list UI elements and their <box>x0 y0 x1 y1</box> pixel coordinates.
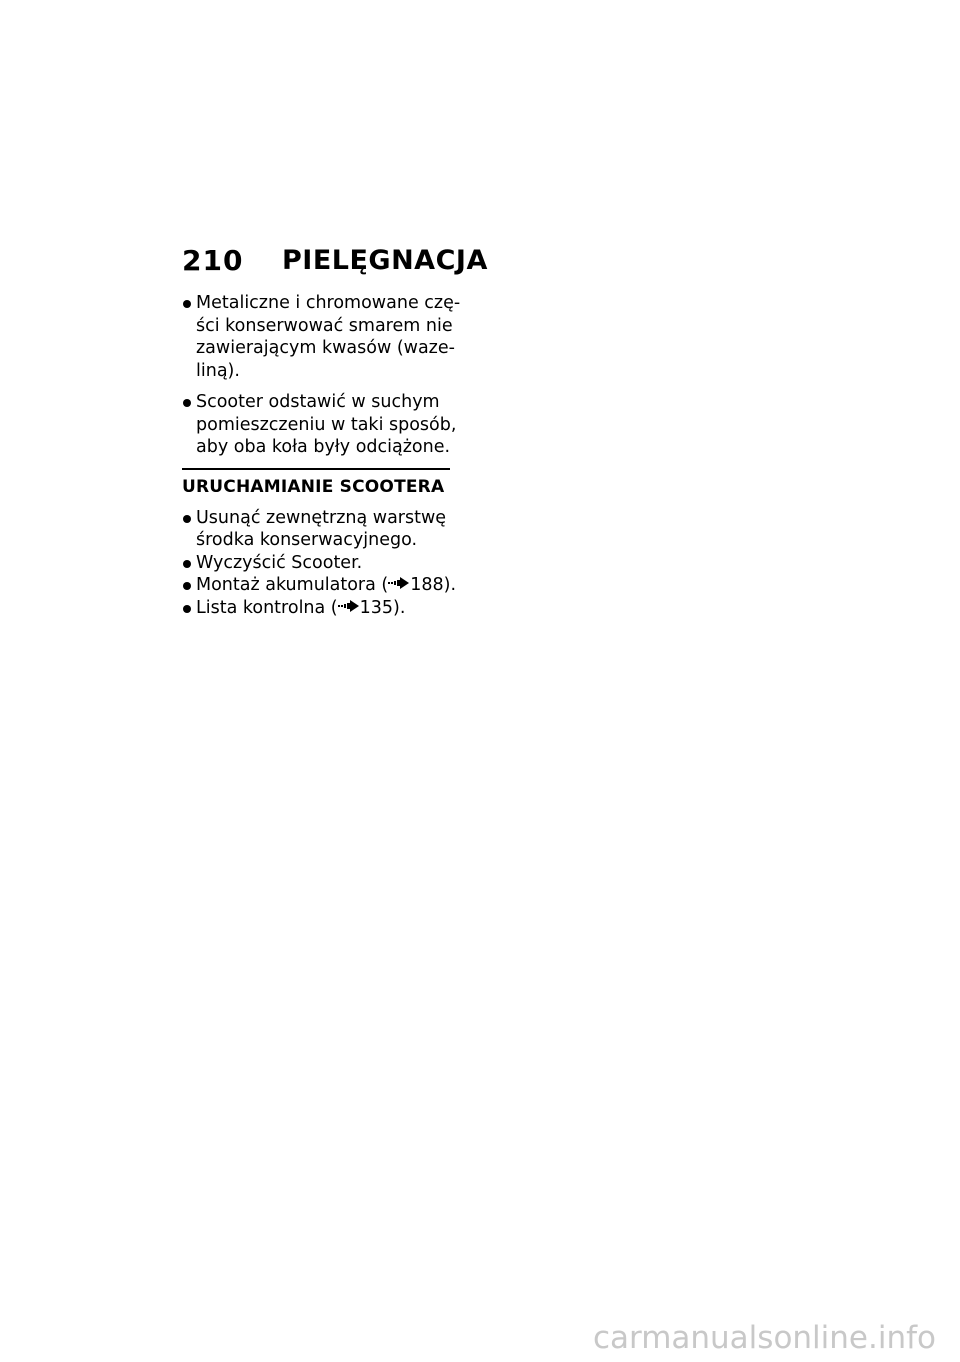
page-header <box>182 243 488 283</box>
arrow-right-icon <box>338 600 360 612</box>
list-item-text: Usunąć zewnętrzną warstwę środka konserwacyjnego. <box>196 507 447 550</box>
page-content <box>182 292 472 619</box>
list-item-text: Metaliczne i chromowane czę- ści konserwować smarem nie zawierającym kwasów (waze- liną). <box>196 293 461 381</box>
bullet-icon <box>183 515 191 523</box>
startup-list <box>182 507 472 620</box>
section-title: PIELĘGNACJA <box>282 245 488 276</box>
storage-list <box>182 292 472 459</box>
list-item-text: Lista kontrolna ( <box>196 597 338 618</box>
list-item-text: Montaż akumulatora ( <box>196 575 389 595</box>
page-number: 210 <box>182 244 244 277</box>
section-heading: URUCHAMIANIE SCOOTERA <box>182 476 445 497</box>
watermark: carmanualsonline.info <box>592 1320 936 1356</box>
list-item <box>182 391 472 459</box>
bullet-icon <box>183 300 191 308</box>
section-divider <box>182 468 450 470</box>
list-item-text: ). <box>443 575 457 595</box>
list-item <box>182 292 472 382</box>
page-reference[interactable]: 188 <box>410 575 444 595</box>
list-item-text: Wyczyścić Scooter. <box>196 552 363 573</box>
page-reference[interactable]: 135 <box>359 597 394 618</box>
list-item <box>182 507 472 552</box>
arrow-right-icon <box>388 577 410 589</box>
bullet-icon <box>183 582 191 590</box>
list-item-text: ). <box>393 597 406 618</box>
list-item-text: Scooter odstawić w suchym pomieszczeniu w taki sposób, aby oba koła były odciążone. <box>196 392 457 457</box>
list-item <box>182 574 472 597</box>
bullet-icon <box>183 560 191 568</box>
bullet-icon <box>183 399 191 407</box>
bullet-icon <box>183 605 191 613</box>
list-item <box>182 597 472 620</box>
list-item <box>182 552 472 575</box>
